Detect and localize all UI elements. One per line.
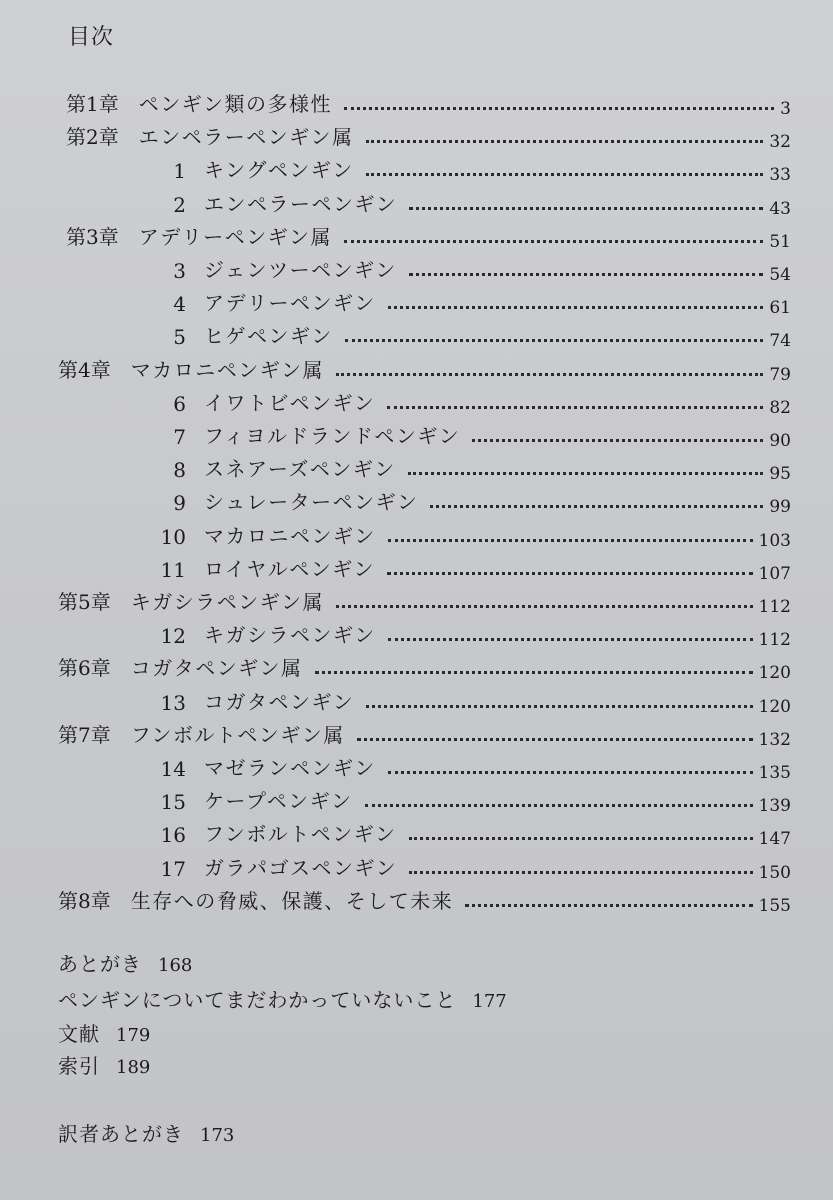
chapter-number: 第8章 xyxy=(58,888,111,913)
toc-page-number: 120 xyxy=(758,663,791,684)
dot-leader xyxy=(388,771,753,774)
toc-entry-title: イワトビペンギン xyxy=(204,390,376,415)
section-number: 11 xyxy=(160,557,186,582)
toc-page-number: 54 xyxy=(769,265,791,285)
back-matter-page: 177 xyxy=(472,991,507,1012)
toc-page-number: 74 xyxy=(769,331,791,352)
dot-leader xyxy=(409,273,763,276)
chapter-number: 第3章 xyxy=(66,224,119,249)
toc-page-number: 90 xyxy=(769,431,791,451)
dot-leader xyxy=(387,406,763,409)
toc-entry-title: マカロニペンギン xyxy=(204,523,376,548)
toc-section-row xyxy=(150,184,791,217)
toc-entry-title: コガタペンギン属 xyxy=(130,656,303,681)
toc-page-number: 51 xyxy=(769,231,791,252)
section-number: 6 xyxy=(173,391,186,416)
section-number: 5 xyxy=(173,325,186,350)
toc-page-number: 3 xyxy=(780,99,791,119)
dot-leader xyxy=(409,207,763,210)
toc-chapter-row xyxy=(66,117,791,153)
toc-section-row xyxy=(150,516,791,549)
back-matter-page: 173 xyxy=(200,1125,235,1146)
toc-entry-title: ペンギン類の多様性 xyxy=(138,92,333,116)
section-number: 10 xyxy=(160,524,186,549)
toc-page-number: 139 xyxy=(758,796,791,817)
toc-page-number: 147 xyxy=(758,829,791,850)
dot-leader xyxy=(366,173,764,176)
dot-leader xyxy=(366,140,764,143)
section-number: 15 xyxy=(160,790,186,815)
page-title: 目次 xyxy=(68,25,115,50)
dot-leader xyxy=(409,837,753,840)
toc-chapter-row xyxy=(58,582,791,615)
dot-leader xyxy=(388,306,764,309)
section-number: 7 xyxy=(173,425,186,449)
section-number: 9 xyxy=(173,491,186,516)
toc-entry-title: ヒゲペンギン xyxy=(204,324,333,349)
toc-entry-title: スネアーズペンギン xyxy=(204,457,396,482)
toc-entry-title: フンボルトペンギン xyxy=(204,822,397,847)
toc-section-row xyxy=(150,482,791,518)
dot-leader xyxy=(366,705,752,708)
toc-section-row xyxy=(150,615,791,651)
toc-entry-title: エンペラーペンギン xyxy=(204,191,398,216)
toc-page-number: 79 xyxy=(769,364,791,385)
toc-section-row xyxy=(150,682,791,715)
chapter-number: 第1章 xyxy=(66,92,119,116)
toc-entry-title: キガシラペンギン xyxy=(204,623,376,648)
toc-entry-title: ガラパゴスペンギン xyxy=(204,855,398,880)
chapter-number: 第6章 xyxy=(58,656,111,681)
section-number: 2 xyxy=(173,192,186,217)
toc-chapter-row xyxy=(66,217,791,250)
toc-section-row xyxy=(150,250,791,283)
back-matter-page: 189 xyxy=(116,1057,151,1078)
toc-page-number: 120 xyxy=(758,696,791,717)
toc-section-row xyxy=(150,814,791,850)
section-number: 13 xyxy=(160,690,186,715)
toc-page-number: 33 xyxy=(769,165,791,186)
toc-page-number: 150 xyxy=(758,862,791,883)
dot-leader xyxy=(344,107,774,110)
chapter-number: 第7章 xyxy=(58,722,111,747)
dot-leader xyxy=(408,472,764,475)
toc-entry-title: マカロニペンギン属 xyxy=(130,357,325,382)
toc-entry-title: 生存への脅威、保護、そして未来 xyxy=(130,888,454,913)
back-matter-title: ペンギンについてまだわかっていないこと xyxy=(58,988,457,1012)
dot-leader xyxy=(409,871,752,874)
section-number: 12 xyxy=(160,624,186,649)
dot-leader xyxy=(388,539,753,542)
dot-leader xyxy=(344,240,763,243)
section-number: 17 xyxy=(160,856,186,881)
back-matter-item xyxy=(58,948,192,977)
dot-leader xyxy=(365,804,753,807)
toc-chapter-row xyxy=(58,350,791,383)
toc-page-number: 95 xyxy=(769,464,791,485)
section-number: 14 xyxy=(160,757,186,781)
dot-leader xyxy=(465,904,752,907)
toc-section-row xyxy=(150,283,791,319)
toc-page-number: 107 xyxy=(758,563,791,584)
back-matter-item xyxy=(58,984,507,1013)
toc-chapter-row xyxy=(58,715,791,748)
back-matter-title: 文献 xyxy=(58,1022,100,1046)
toc-page-number: 112 xyxy=(758,597,791,617)
toc-entry-title: キングペンギン xyxy=(204,158,354,183)
toc-page-number: 61 xyxy=(769,298,791,319)
back-matter-title: あとがき xyxy=(58,952,142,976)
back-matter-page: 179 xyxy=(116,1025,151,1046)
toc-page-number: 103 xyxy=(758,530,791,551)
dot-leader xyxy=(336,373,763,376)
toc-entry-title: アデリーペンギン属 xyxy=(138,224,333,249)
back-matter-page: 168 xyxy=(158,955,193,976)
toc-entry-title: フンボルトペンギン属 xyxy=(130,722,345,747)
toc-section-row xyxy=(150,150,791,186)
dot-leader xyxy=(387,572,753,575)
toc-chapter-row xyxy=(58,881,791,914)
chapter-number: 第4章 xyxy=(58,357,111,382)
dot-leader xyxy=(357,738,753,741)
toc-page-number: 155 xyxy=(758,895,791,916)
dot-leader xyxy=(336,605,753,608)
chapter-number: 第2章 xyxy=(66,125,119,150)
back-matter-title: 訳者あとがき xyxy=(58,1122,184,1146)
toc-section-row xyxy=(150,416,791,449)
toc-section-row xyxy=(150,848,791,881)
toc-entry-title: シュレーターペンギン xyxy=(204,490,419,515)
toc-entry-title: ジェンツーペンギン xyxy=(204,258,397,282)
toc-entry-title: マゼランペンギン xyxy=(204,756,376,780)
toc-entry-title: アデリーペンギン xyxy=(204,291,376,316)
toc-section-row xyxy=(150,316,791,352)
section-number: 3 xyxy=(173,259,186,283)
toc-section-row xyxy=(150,748,791,781)
toc-page-number: 132 xyxy=(758,729,791,750)
section-number: 4 xyxy=(173,292,186,317)
back-matter-item xyxy=(58,1118,234,1147)
dot-leader xyxy=(430,505,763,508)
toc-page-number: 99 xyxy=(769,497,791,518)
toc-entry-title: キガシラペンギン属 xyxy=(130,590,325,614)
toc-page-number: 43 xyxy=(769,198,791,219)
back-matter-item xyxy=(58,1018,150,1047)
toc-entry-title: ロイヤルペンギン xyxy=(204,556,375,581)
section-number: 8 xyxy=(173,458,186,483)
chapter-number: 第5章 xyxy=(58,590,111,614)
section-number: 16 xyxy=(160,823,186,848)
dot-leader xyxy=(472,439,763,442)
toc-section-row xyxy=(150,781,791,817)
dot-leader xyxy=(388,638,753,641)
dot-leader xyxy=(315,671,753,674)
toc-section-row xyxy=(150,549,791,582)
section-number: 1 xyxy=(173,159,186,184)
toc-page-number: 82 xyxy=(769,397,791,418)
toc-entry-title: フィヨルドランドペンギン xyxy=(204,424,461,448)
toc-page-number: 112 xyxy=(758,630,791,651)
back-matter-title: 索引 xyxy=(58,1054,100,1078)
toc-chapter-row xyxy=(66,84,791,117)
toc-page-number: 135 xyxy=(758,763,791,783)
toc-entry-title: コガタペンギン xyxy=(204,689,355,714)
dot-leader xyxy=(345,339,764,342)
toc-chapter-row xyxy=(58,648,791,684)
toc-entry-title: ケープペンギン xyxy=(204,789,353,814)
back-matter-item xyxy=(58,1050,150,1079)
toc-section-row xyxy=(150,383,791,416)
toc-page-number: 32 xyxy=(769,132,791,153)
toc-section-row xyxy=(150,449,791,485)
toc-entry-title: エンペラーペンギン属 xyxy=(138,125,354,150)
